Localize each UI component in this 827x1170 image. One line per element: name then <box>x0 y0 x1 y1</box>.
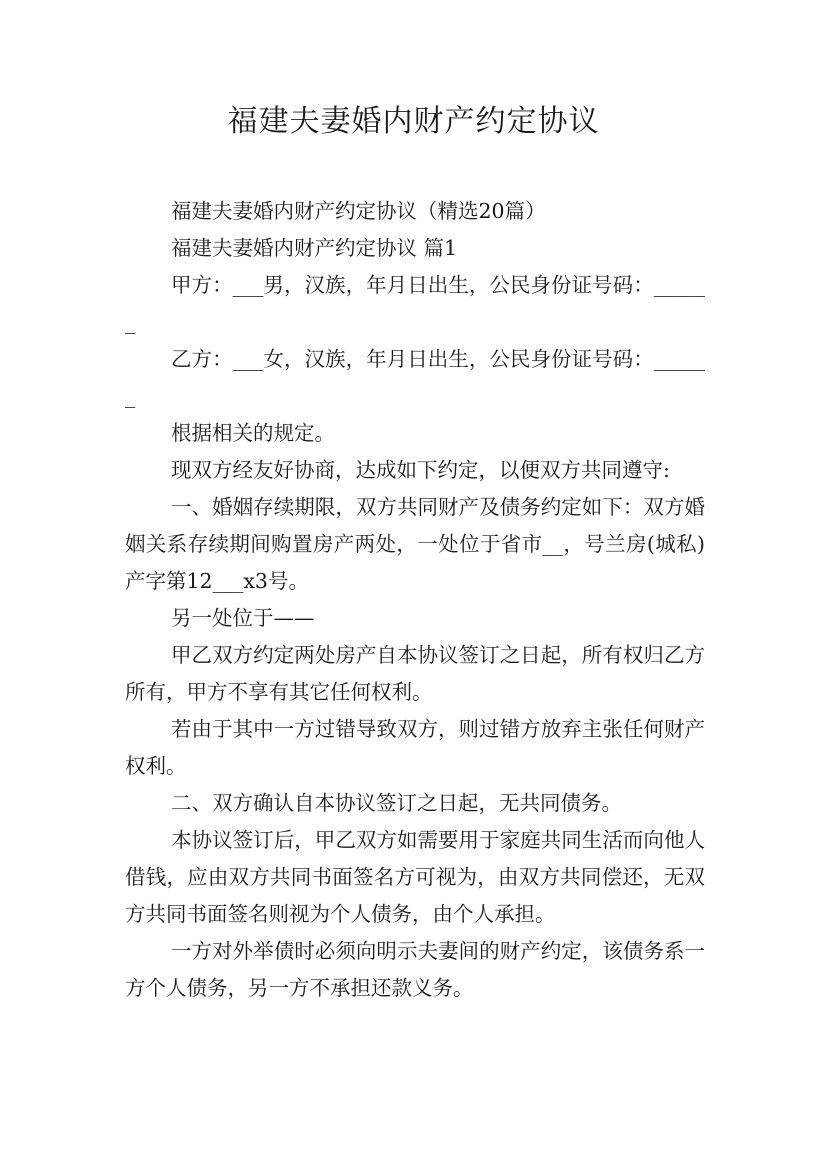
document-title: 福建夫妻婚内财产约定协议 <box>227 104 600 139</box>
paragraph-party-a: 甲方：___男，汉族，年月日出生，公民身份证号码：______ <box>125 273 705 334</box>
paragraph-clause-2: 二、双方确认自本协议签订之日起，无共同债务。 <box>171 791 622 815</box>
paragraph-borrowing: 本协议签订后，甲乙双方如需要用于家庭共同生活而向他人借钱，应由双方共同书面签名方可视为，由双方共同偿还，无双方共同书面签名则视为个人债务，由个人承担。 <box>125 828 705 926</box>
paragraph-subtitle: 福建夫妻婚内财产约定协议（精选20篇） <box>171 199 546 223</box>
paragraph-clause-1: 一、婚姻存续期限，双方共同财产及债务约定如下：双方婚姻关系存续期间购置房产两处，一处位于省市__，号兰房(城私)产字第12___x3号。 <box>125 495 705 593</box>
paragraph-ownership: 甲乙双方约定两处房产自本协议签订之日起，所有权归乙方所有，甲方不享有其它任何权利。 <box>125 643 705 704</box>
paragraph-party-b: 乙方：___女，汉族，年月日出生，公民身份证号码：______ <box>125 347 705 408</box>
paragraph-fault: 若由于其中一方过错导致双方，则过错方放弃主张任何财产权利。 <box>125 717 705 778</box>
paragraph-basis: 根据相关的规定。 <box>171 421 335 445</box>
paragraph-section-heading: 福建夫妻婚内财产约定协议 篇1 <box>171 236 458 260</box>
paragraph-second-property: 另一处位于—— <box>171 606 315 630</box>
paragraph-agreement-intro: 现双方经友好协商，达成如下约定，以便双方共同遵守: <box>171 458 670 482</box>
document-body <box>125 193 705 1007</box>
paragraph-external-debt: 一方对外举债时必须向明示夫妻间的财产约定，该债务系一方个人债务，另一方不承担还款义务。 <box>125 939 705 1000</box>
